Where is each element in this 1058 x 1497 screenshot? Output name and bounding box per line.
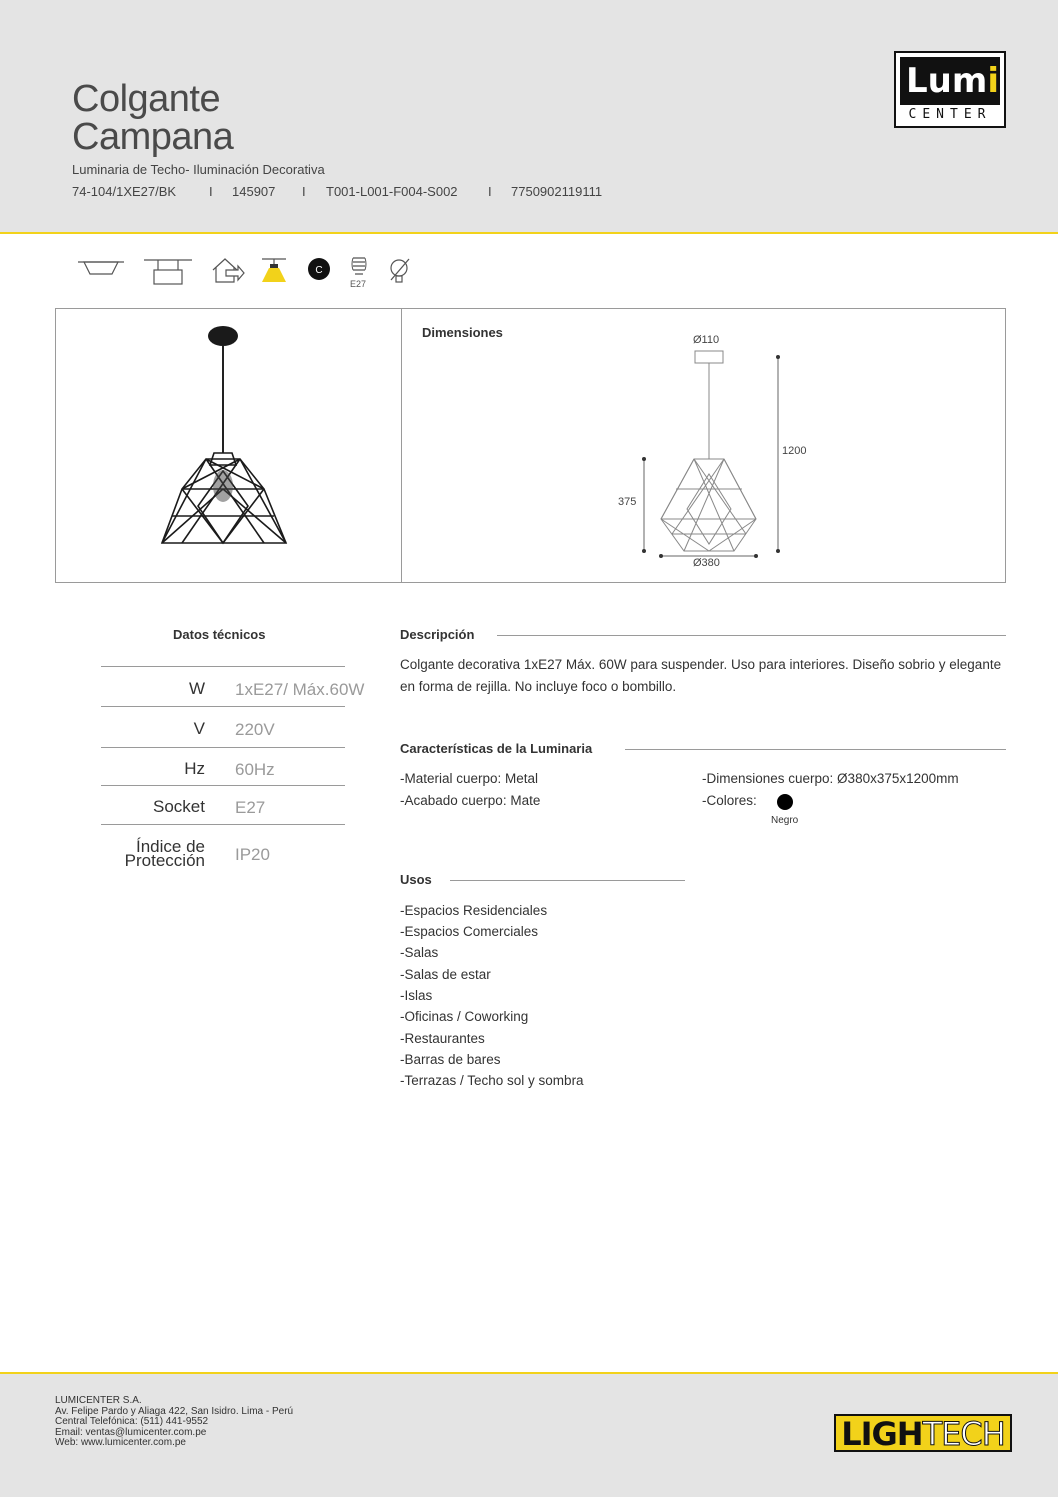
spec-row-watts: [101, 666, 365, 706]
bulb-icon: [350, 256, 368, 278]
color-name: Negro: [771, 815, 799, 826]
title-line-2: Campana: [72, 116, 234, 158]
list-item: -Espacios Residenciales: [400, 903, 548, 918]
body-dimensions-text: -Dimensiones cuerpo: Ø380x375x1200mm: [702, 771, 959, 786]
brand-part-1: LIGH: [841, 1415, 923, 1453]
company-name: LUMICENTER S.A.: [55, 1395, 142, 1406]
suspended-icon: [142, 256, 194, 286]
description-text: [400, 654, 1020, 698]
list-item: -Terrazas / Techo sol y sombra: [400, 1073, 584, 1088]
dimensions-title: Dimensiones: [422, 325, 503, 340]
category-code: T001-L001-F004-S002: [326, 184, 458, 199]
product-subtitle: Luminaria de Techo- Iluminación Decorativa: [72, 162, 325, 177]
barcode-number: 7750902119111: [511, 184, 603, 199]
description-line-1: Colgante decorativa 1xE27 Máx. 60W para suspender. Uso para interiores. Diseño sobrio y elegante: [400, 657, 1002, 672]
total-height-label: 1200: [782, 445, 807, 457]
list-item: -Barras de bares: [400, 1052, 501, 1067]
list-item: -Islas: [400, 988, 433, 1003]
section-rule: [450, 880, 685, 881]
company-email[interactable]: Email: ventas@lumicenter.com.pe: [55, 1426, 207, 1438]
spec-row-voltage: [101, 706, 345, 747]
section-rule: [497, 635, 1006, 636]
feature-icons: [76, 256, 436, 292]
code-separator: I: [488, 184, 492, 199]
product-title: [72, 80, 233, 156]
lumicenter-logo: [894, 51, 1006, 128]
code-separator: I: [302, 184, 306, 199]
specs-title: Datos técnicos: [173, 627, 266, 642]
spec-row-socket: [101, 785, 345, 824]
color-swatch-black: [777, 794, 793, 810]
product-visual-box: [55, 308, 1006, 583]
header-band: [0, 0, 1058, 234]
item-number: 145907: [232, 184, 276, 199]
list-item: -Salas de estar: [400, 967, 491, 982]
material-text: -Material cuerpo: Metal: [400, 771, 539, 786]
company-info: [55, 1396, 293, 1449]
spec-label: W: [188, 679, 205, 698]
list-item: -Salas: [400, 945, 439, 960]
company-address: Av. Felipe Pardo y Aliaga 422, San Isidro. Lima - Perú: [55, 1405, 294, 1417]
footer-band: [0, 1372, 1058, 1497]
spec-label: Hz: [184, 759, 205, 778]
badge-letter: C: [315, 265, 323, 276]
spec-value: E27: [235, 798, 266, 817]
spec-label: V: [193, 719, 205, 738]
recessed-icon: [76, 256, 126, 280]
section-rule: [625, 749, 1006, 750]
spec-row-protection: [101, 824, 345, 874]
no-dimmable-icon: [387, 256, 413, 284]
sku-code: 74-104/1XE27/BK: [72, 184, 177, 199]
finish-text: -Acabado cuerpo: Mate: [400, 793, 541, 808]
spec-label: Protección: [124, 851, 205, 870]
spec-label: Socket: [153, 797, 205, 816]
bulb-label: E27: [350, 279, 367, 289]
brand-part-2: TECH: [922, 1415, 1005, 1453]
spec-value: 1xE27/ Máx.60W: [235, 680, 365, 699]
company-web[interactable]: Web: www.lumicenter.com.pe: [55, 1437, 186, 1448]
class-badge-icon: [307, 256, 333, 282]
shade-height-label: 375: [618, 496, 637, 508]
characteristics-title: Características de la Luminaria: [400, 741, 593, 756]
dimension-drawing: [606, 329, 876, 579]
box-divider: [401, 309, 402, 582]
list-item: -Oficinas / Coworking: [400, 1009, 529, 1024]
spec-value: 60Hz: [235, 760, 275, 779]
logo-i: i: [987, 61, 999, 101]
code-separator: I: [209, 184, 213, 199]
shade-diameter-label: Ø380: [693, 557, 720, 569]
logo-center: CENTER: [908, 107, 992, 122]
spec-value: IP20: [235, 845, 270, 864]
colors-label: -Colores:: [702, 793, 757, 808]
company-phone: Central Telefónica: (511) 441-9552: [55, 1416, 209, 1427]
uses-title: Usos: [400, 872, 432, 887]
indoor-icon: [210, 256, 246, 286]
spec-row-frequency: [101, 747, 345, 785]
title-line-1: Colgante: [72, 78, 221, 120]
description-title: Descripción: [400, 627, 475, 642]
canopy-diameter-label: Ø110: [693, 334, 720, 346]
spec-label: Índice de: [136, 837, 205, 856]
list-item: -Espacios Comerciales: [400, 924, 539, 939]
lightech-logo: [834, 1414, 1012, 1452]
spec-value: 220V: [235, 720, 275, 739]
pendant-light-icon: [260, 256, 288, 286]
logo-lum: Lum: [906, 61, 988, 101]
list-item: -Restaurantes: [400, 1031, 485, 1046]
product-photo: [156, 321, 296, 571]
description-line-2: en forma de rejilla. No incluye foco o bombillo.: [400, 679, 677, 694]
